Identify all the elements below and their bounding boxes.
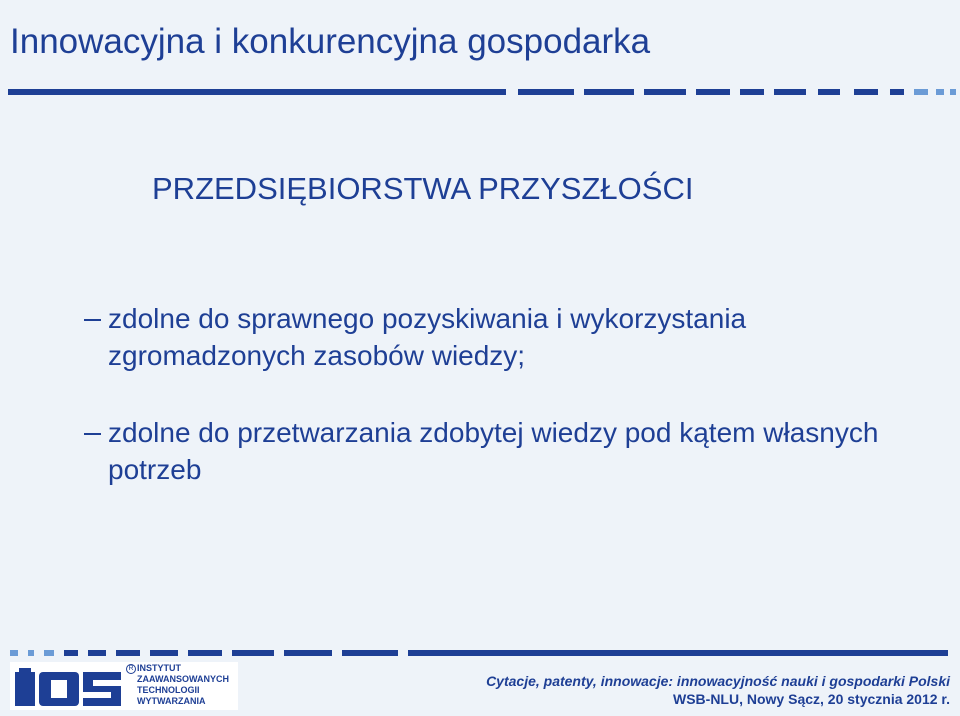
footer-divider <box>0 650 960 656</box>
slide-title: Innowacyjna i konkurencyjna gospodarka <box>10 22 651 61</box>
footer-citation <box>486 672 950 708</box>
institute-logo <box>10 662 238 710</box>
bullet-text: zdolne do przetwarzania zdobytej wiedzy pod kątem własnych potrzeb <box>108 417 879 485</box>
bullet-text: zdolne do sprawnego pozyskiwania i wykorzystania zgromadzonych zasobów wiedzy; <box>108 303 747 371</box>
footer-line-1: Cytacje, patenty, innowacje: innowacyjność nauki i gospodarki Polski <box>486 673 950 689</box>
section-heading: PRZEDSIĘBIORSTWA PRZYSZŁOŚCI <box>152 171 694 206</box>
footer-line-2: WSB-NLU, Nowy Sącz, 20 stycznia 2012 r. <box>673 691 950 707</box>
dash-icon <box>84 319 101 321</box>
title-divider <box>8 89 952 95</box>
dash-icon <box>84 433 101 435</box>
logo-wordmark: INSTYTUT ZAAWANSOWANYCH TECHNOLOGII WYTWARZANIA <box>137 663 229 706</box>
ios-logo-icon <box>15 668 123 708</box>
registered-mark: R <box>126 664 136 674</box>
